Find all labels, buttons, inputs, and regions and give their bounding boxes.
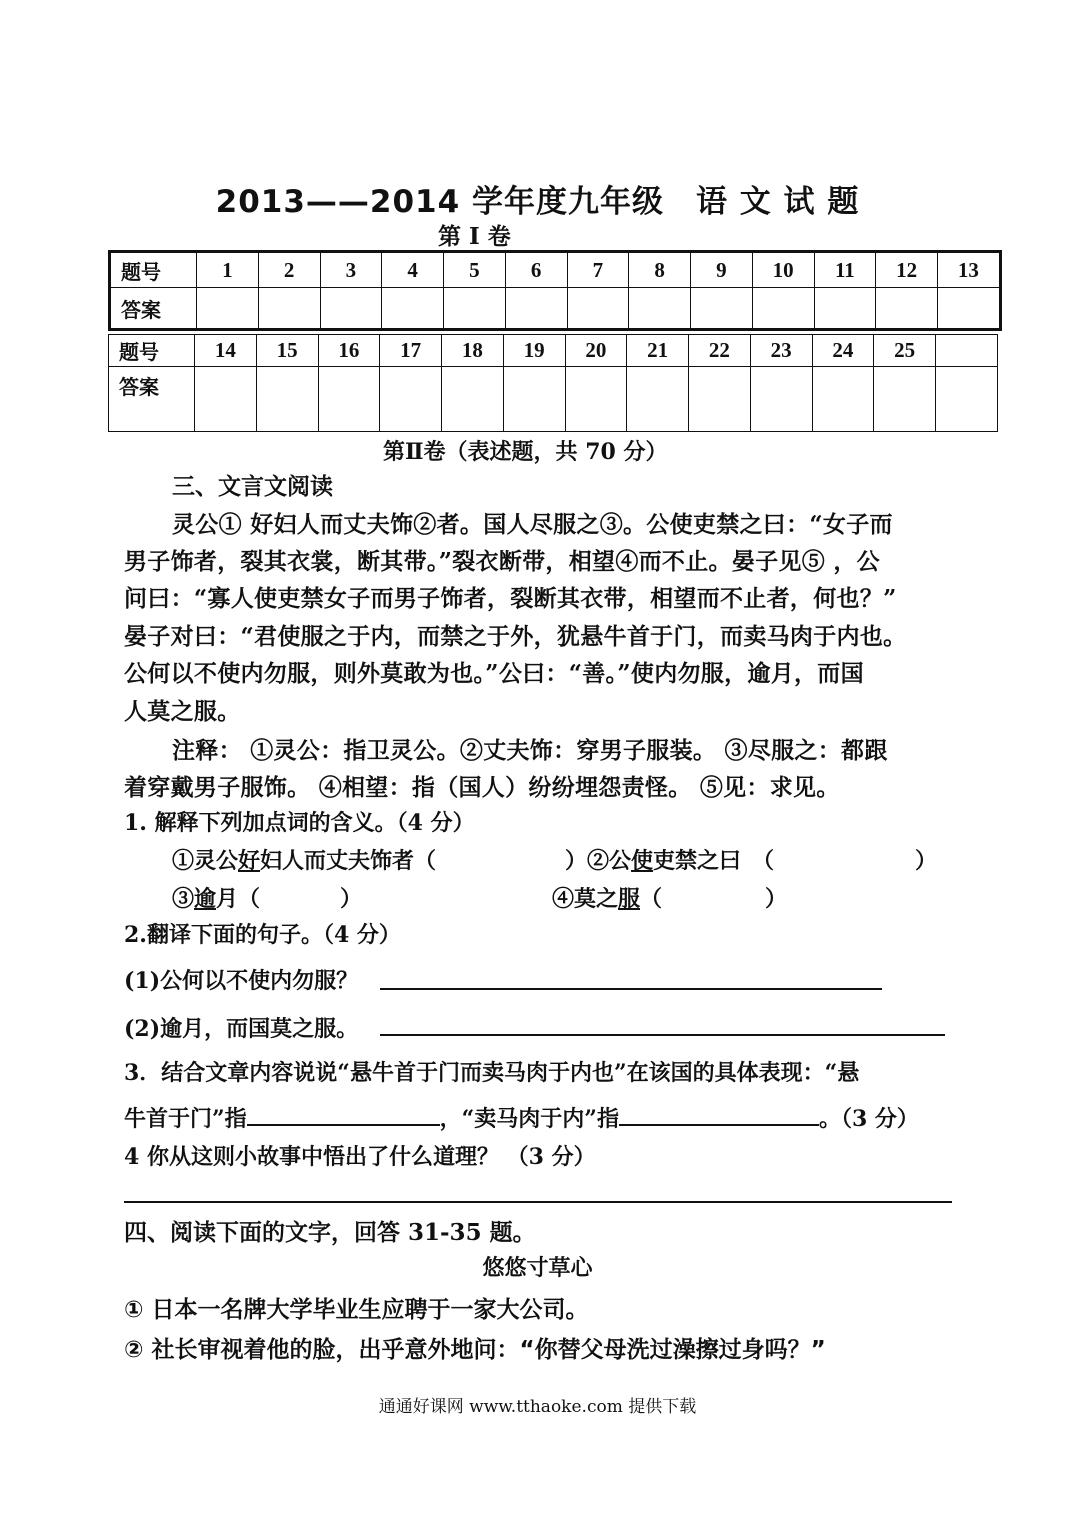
q1-item-text: ） [565, 848, 588, 874]
passage-line: 问曰：“寡人使吏禁女子而男子饰者，裂断其衣带，相望而不止者，何也？” [124, 585, 897, 612]
question-number: 12 [876, 252, 938, 288]
answer-line[interactable] [380, 1034, 945, 1036]
q1-item-text: 月（ [216, 886, 261, 912]
q3-text: ，“卖马肉于内”指 [439, 1106, 619, 1132]
page-title: 2013——2014 学年度九年级 语 文 试 题 [215, 184, 860, 220]
q1-item-text: 妇人而丈夫饰者（ [260, 848, 437, 874]
answer-cell[interactable] [876, 288, 938, 330]
question-number: 14 [195, 335, 257, 367]
answer-cell[interactable] [505, 288, 567, 330]
q1-item-text: ③ [172, 886, 195, 912]
q1-item-1 [172, 844, 436, 875]
question-number: 5 [444, 252, 506, 288]
question-1: 1. 解释下列加点词的含义。（4 分） [124, 810, 475, 836]
q3-line-2 [124, 1102, 919, 1133]
footer: 通通好课网 www.tthaoke.com 提供下载 [378, 1397, 697, 1417]
question-number: 25 [874, 335, 936, 367]
answer-line[interactable] [380, 988, 882, 990]
answer-cell[interactable] [197, 288, 259, 330]
part2-label: 第Ⅱ卷（表述题，共 70 分） [383, 439, 668, 465]
question-number: 3 [320, 252, 382, 288]
answer-cell[interactable] [812, 367, 874, 432]
answer-cell[interactable] [750, 367, 812, 432]
answer-cell[interactable] [380, 367, 442, 432]
answer-table-1 [108, 250, 1002, 331]
question-number: 9 [691, 252, 753, 288]
answer-cell[interactable] [752, 288, 814, 330]
section3-heading: 三、文言文阅读 [172, 473, 333, 500]
answer-cell[interactable] [938, 288, 1001, 330]
answer-cell[interactable] [814, 288, 876, 330]
q1-target-word: 好 [238, 848, 261, 874]
q1-item-text: ④莫之 [552, 886, 619, 912]
q1-close: ） [340, 886, 363, 912]
question-number: 17 [380, 335, 442, 367]
question-number: 18 [442, 335, 504, 367]
q1-close: ） [765, 886, 788, 912]
question-number: 8 [629, 252, 691, 288]
q2-sentence-1: (1)公何以不使内勿服？ [124, 968, 359, 994]
q2-sentence-2: (2)逾月，而国莫之服。 [124, 1016, 359, 1042]
answer-blank[interactable] [619, 1104, 819, 1126]
passage-line: 人莫之服。 [124, 698, 241, 725]
q1-item-text: ①灵公 [172, 848, 239, 874]
q1-target-word: 逾 [194, 886, 217, 912]
q3-text: 。（3 分） [818, 1106, 919, 1132]
answer-cell[interactable] [444, 288, 506, 330]
table-row [110, 252, 1001, 288]
question-number: 16 [318, 335, 380, 367]
q1-item-3 [172, 882, 260, 913]
row-label: 题号 [110, 252, 197, 288]
question-number: 23 [750, 335, 812, 367]
passage-line: 公何以不使内勿服，则外莫敢为也。”公曰：“善。”使内勿服，逾月，而国 [124, 660, 864, 687]
question-number [936, 335, 998, 367]
passage-line: 男子饰者，裂其衣裳，断其带。”裂衣断带，相望④而不止。晏子见⑤ ，公 [124, 548, 880, 575]
q1-item-text: 吏禁之曰 （ [653, 848, 775, 874]
answer-cell[interactable] [565, 367, 627, 432]
q1-item-text: （ [640, 886, 663, 912]
answer-blank[interactable] [247, 1104, 440, 1126]
table-row [109, 335, 998, 367]
story-paragraph: ② 社长审视着他的脸，出乎意外地问：“你替父母洗过澡擦过身吗？” [124, 1337, 826, 1363]
question-number: 7 [567, 252, 629, 288]
section4-heading: 四、阅读下面的文字，回答 31-35 题。 [124, 1219, 536, 1246]
question-number: 22 [689, 335, 751, 367]
answer-cell[interactable] [629, 288, 691, 330]
question-number: 2 [258, 252, 320, 288]
question-number: 13 [938, 252, 1001, 288]
part1-label: 第 I 卷 [438, 223, 511, 250]
row-label: 题号 [109, 335, 195, 367]
answer-line[interactable] [124, 1201, 952, 1203]
question-number: 24 [812, 335, 874, 367]
answer-cell[interactable] [689, 367, 751, 432]
answer-cell[interactable] [691, 288, 753, 330]
answer-cell[interactable] [567, 288, 629, 330]
question-number: 4 [382, 252, 444, 288]
q1-item-2 [565, 844, 774, 875]
story-title: 悠悠寸草心 [482, 1256, 593, 1281]
question-2: 2.翻译下面的句子。（4 分） [124, 922, 401, 948]
notes-line: 注释： ①灵公：指卫灵公。②丈夫饰：穿男子服装。 ③尽服之：都跟 [172, 737, 888, 764]
notes-line: 着穿戴男子服饰。 ④相望：指（国人）纷纷埋怨责怪。 ⑤见：求见。 [124, 774, 840, 801]
question-number: 20 [565, 335, 627, 367]
question-3: 3．结合文章内容说说“悬牛首于门而卖马肉于内也”在该国的具体表现：“悬 [124, 1060, 860, 1086]
question-number: 15 [256, 335, 318, 367]
question-number: 6 [505, 252, 567, 288]
answer-cell[interactable] [936, 367, 998, 432]
answer-cell[interactable] [874, 367, 936, 432]
question-number: 10 [752, 252, 814, 288]
answer-table-2 [108, 334, 998, 432]
table-row [110, 288, 1001, 330]
answer-cell[interactable] [256, 367, 318, 432]
story-paragraph: ① 日本一名牌大学毕业生应聘于一家大公司。 [124, 1297, 589, 1323]
q3-text: 牛首于门”指 [124, 1106, 247, 1132]
row-label: 答案 [110, 288, 197, 330]
q1-target-word: 使 [631, 848, 654, 874]
q1-item-text: ②公 [587, 848, 632, 874]
question-number: 21 [627, 335, 689, 367]
answer-cell[interactable] [503, 367, 565, 432]
q1-item-4 [552, 882, 662, 913]
passage-line: 灵公① 好妇人而丈夫饰②者。国人尽服之③。公使吏禁之曰：“女子而 [172, 511, 893, 538]
passage-line: 晏子对曰：“君使服之于内，而禁之于外，犹悬牛首于门，而卖马肉于内也。 [124, 623, 907, 650]
answer-cell[interactable] [258, 288, 320, 330]
answer-cell[interactable] [320, 288, 382, 330]
answer-cell[interactable] [318, 367, 380, 432]
q1-target-word: 服 [618, 886, 641, 912]
row-label: 答案 [109, 367, 195, 432]
answer-cell[interactable] [195, 367, 257, 432]
question-4: 4 你从这则小故事中悟出了什么道理？ （3 分） [124, 1144, 596, 1170]
answer-cell[interactable] [627, 367, 689, 432]
answer-cell[interactable] [382, 288, 444, 330]
answer-cell[interactable] [442, 367, 504, 432]
q1-close: ） [915, 848, 938, 874]
question-number: 11 [814, 252, 876, 288]
question-number: 1 [197, 252, 259, 288]
table-row [109, 367, 998, 432]
question-number: 19 [503, 335, 565, 367]
